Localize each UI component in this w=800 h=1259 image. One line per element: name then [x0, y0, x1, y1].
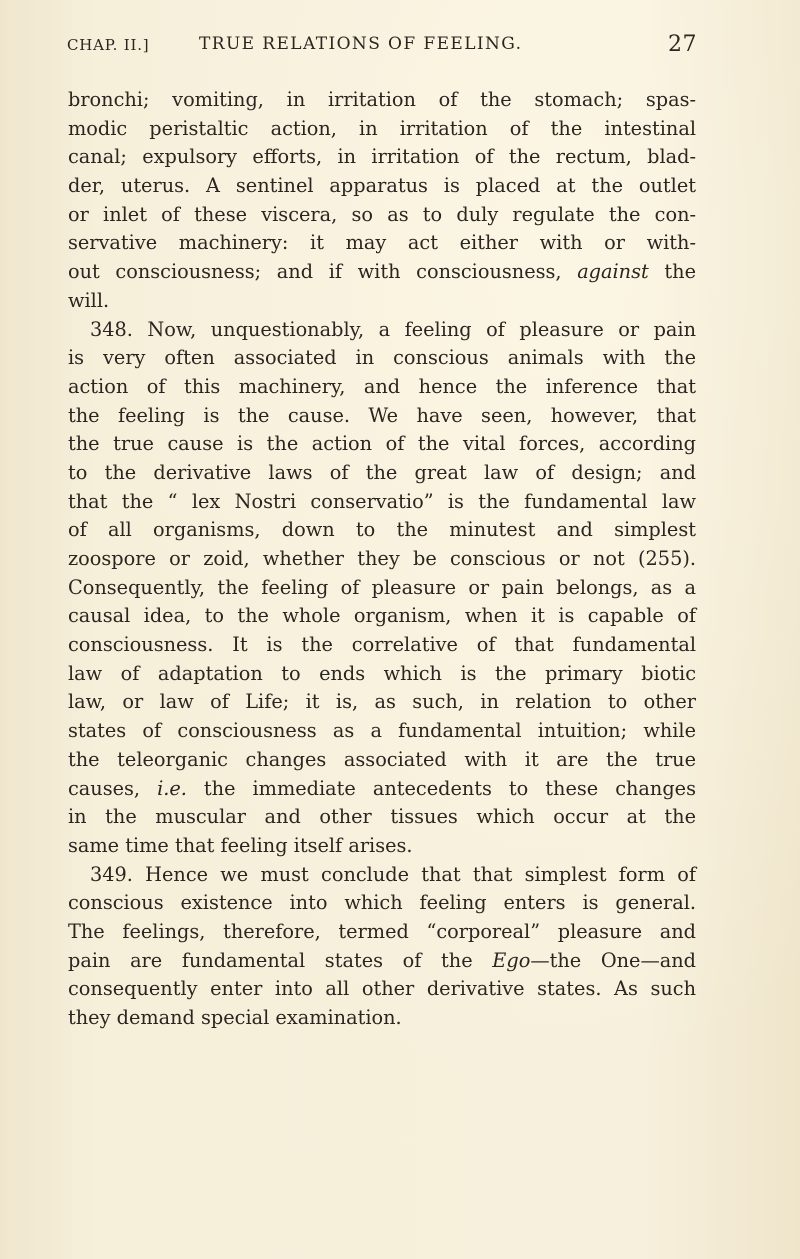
text-line: consequently enter into all other derivative states. As such: [68, 977, 696, 1001]
text-line: bronchi; vomiting, in irritation of the stomach; spas-: [68, 88, 696, 111]
emphasis-against: against: [577, 260, 649, 284]
emphasis-ie: i.e.: [157, 776, 187, 800]
text-line: to the derivative laws of the great law of design; and: [68, 460, 696, 484]
text-line: the feeling is the cause. We have seen, however, that: [68, 403, 696, 427]
chapter-label: CHAP. II.]: [67, 36, 150, 54]
paragraph-348-start: 348. Now, unquestionably, a feeling of pleasure or pain: [90, 317, 696, 341]
text-line: modic peristaltic action, in irritation of the intestinal: [68, 116, 696, 140]
text-line: [68, 775, 696, 804]
text-line: zoospore or zoid, whether they be conscious or not (255).: [68, 547, 696, 570]
paragraph-end-line: they demand special examination.: [68, 1006, 402, 1029]
paragraph-end-line: will.: [68, 288, 110, 312]
text-line: consciousness. It is the correlative of that fundamental: [68, 633, 696, 657]
text-line: law of adaptation to ends which is the primary biotic: [68, 661, 696, 685]
text-segment: the: [664, 260, 696, 284]
paragraph-349-start: 349. Hence we must conclude that that simplest form of: [90, 862, 696, 886]
text-line: [68, 258, 696, 287]
text-line: is very often associated in conscious animals with the: [68, 346, 696, 370]
emphasis-ego: Ego: [492, 948, 531, 972]
text-line: causal idea, to the whole organism, when it is capable of: [68, 604, 696, 628]
running-head: [67, 32, 697, 72]
text-segment: causes,: [68, 776, 141, 800]
text-line: The feelings, therefore, termed “corporeal” pleasure and: [68, 919, 696, 943]
text-line: canal; expulsory efforts, in irritation of the rectum, blad-: [68, 145, 696, 169]
text-segment: the immediate antecedents to these changes: [203, 776, 696, 800]
text-line: conscious existence into which feeling enters is general.: [68, 891, 696, 915]
text-segment: out consciousness; and if with consciousness,: [68, 260, 562, 284]
text-line: that the “ lex Nostri conservatio” is the fundamental law: [68, 489, 696, 513]
text-line: or inlet of these viscera, so as to duly regulate the con-: [68, 202, 696, 226]
text-segment: —the One—and: [530, 948, 696, 972]
paragraph-end-line: same time that feeling itself arises.: [68, 833, 413, 857]
text-line: states of consciousness as a fundamental intuition; while: [68, 719, 696, 743]
text-line: of all organisms, down to the minutest and simplest: [68, 518, 696, 542]
page-number: 27: [668, 32, 697, 57]
text-line: the true cause is the action of the vital forces, according: [68, 432, 696, 456]
text-line: action of this machinery, and hence the inference that: [68, 374, 696, 398]
text-line: der, uterus. A sentinel apparatus is placed at the outlet: [68, 174, 696, 198]
text-line: the teleorganic changes associated with it are the true: [68, 747, 696, 771]
text-line: [68, 947, 696, 976]
text-line: law, or law of Life; it is, as such, in relation to other: [68, 690, 696, 714]
text-line: servative machinery: it may act either with or with-: [68, 231, 696, 255]
body-text: [68, 86, 696, 1033]
text-line: in the muscular and other tissues which occur at the: [68, 805, 696, 829]
text-segment: pain are fundamental states of the: [68, 948, 473, 972]
text-line: Consequently, the feeling of pleasure or pain belongs, as a: [68, 575, 696, 599]
running-title: TRUE RELATIONS OF FEELING.: [199, 34, 523, 54]
